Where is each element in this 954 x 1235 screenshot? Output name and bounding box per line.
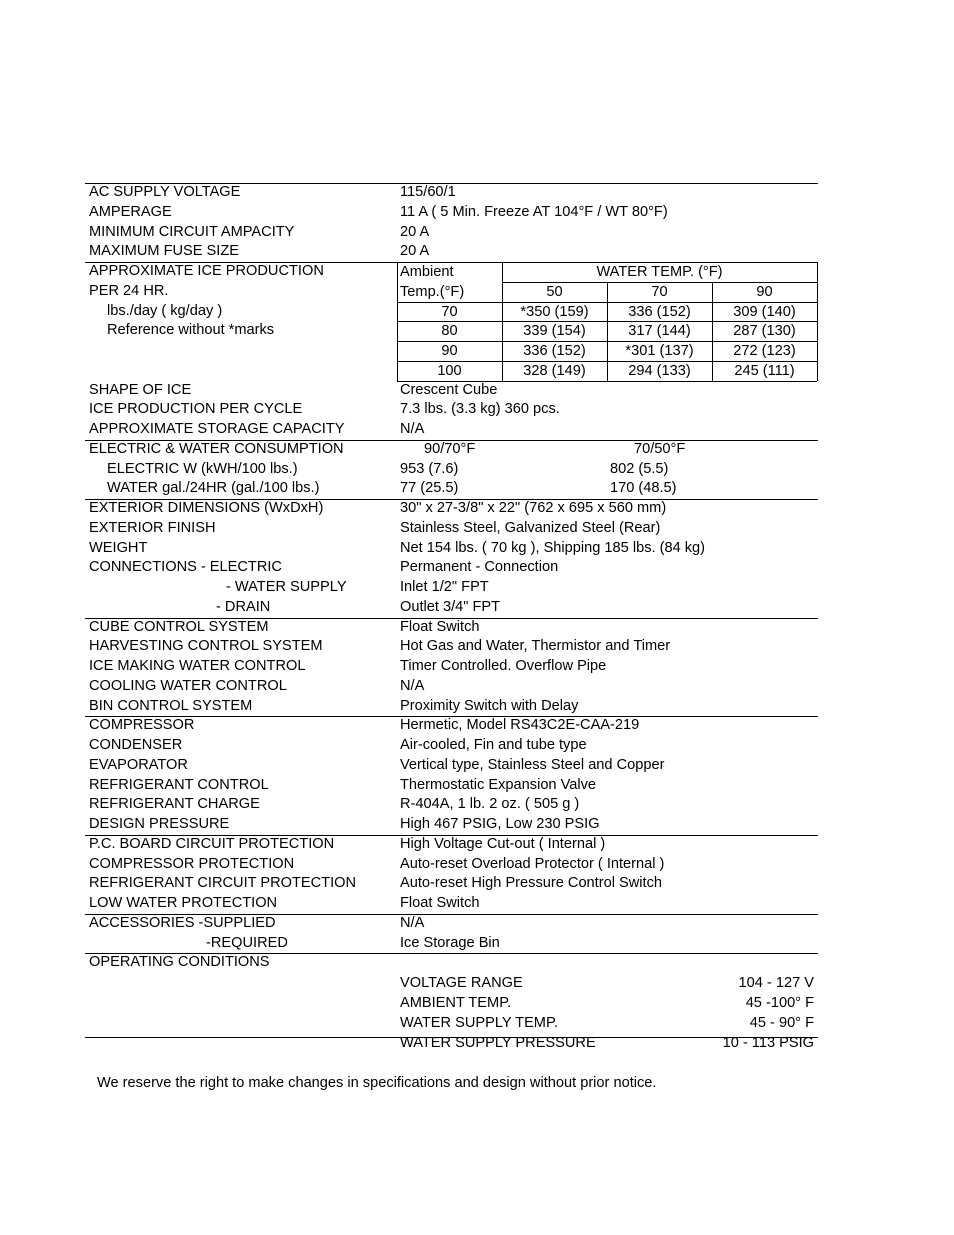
consumption-header: 90/70°F xyxy=(424,440,476,457)
spec-label: COMPRESSOR PROTECTION xyxy=(89,855,295,872)
operating-condition-name: VOLTAGE RANGE xyxy=(400,975,523,992)
water-temp-col: 90 xyxy=(756,283,773,300)
ice-production-cell: 245 (111) xyxy=(734,362,795,379)
spec-label: HARVESTING CONTROL SYSTEM xyxy=(89,638,323,655)
water-consumption: 170 (48.5) xyxy=(610,480,677,497)
spec-value: High 467 PSIG, Low 230 PSIG xyxy=(400,816,600,832)
ambient-temp: 100 xyxy=(437,362,462,379)
ice-production-cell: 339 (154) xyxy=(523,323,586,340)
spec-label: AMPERAGE xyxy=(89,203,172,220)
spec-label: ELECTRIC & WATER CONSUMPTION xyxy=(89,440,344,457)
spec-label: COOLING WATER CONTROL xyxy=(89,677,287,694)
spec-value: 11 A ( 5 Min. Freeze AT 104°F / WT 80°F) xyxy=(400,203,668,220)
spec-value: N/A xyxy=(400,677,425,694)
spec-value: R-404A, 1 lb. 2 oz. ( 505 g ) xyxy=(400,796,580,813)
spec-value: Auto-reset High Pressure Control Switch xyxy=(400,875,662,892)
spec-value: Outlet 3/4" FPT xyxy=(400,598,501,615)
footer-note: We reserve the right to make changes in specifications and design without prior notice. xyxy=(97,1075,657,1091)
spec-label: AC SUPPLY VOLTAGE xyxy=(89,184,241,200)
ambient-label: Ambient xyxy=(400,264,454,280)
spec-value: 7.3 lbs. (3.3 kg) 360 pcs. xyxy=(400,401,560,418)
ice-production-cell: 294 (133) xyxy=(628,362,691,379)
ice-table-hline xyxy=(397,321,817,322)
ambient-temp: 70 xyxy=(441,303,458,320)
spec-value: Permanent - Connection xyxy=(400,559,559,576)
ice-production-cell: *301 (137) xyxy=(625,343,694,359)
operating-condition-name: WATER SUPPLY TEMP. xyxy=(400,1014,558,1031)
section-rule xyxy=(85,953,818,954)
spec-label: MINIMUM CIRCUIT AMPACITY xyxy=(89,223,295,240)
spec-label: ACCESSORIES -SUPPLIED xyxy=(89,914,276,931)
spec-label: SHAPE OF ICE xyxy=(89,381,192,398)
operating-condition-value: 10 - 113 PSIG xyxy=(722,1034,814,1051)
consumption-header: 70/50°F xyxy=(634,440,686,457)
spec-label: COMPRESSOR xyxy=(89,717,195,734)
spec-value: Ice Storage Bin xyxy=(400,934,500,951)
ice-production-cell: 336 (152) xyxy=(628,303,691,320)
spec-label: REFRIGERANT CONTROL xyxy=(89,776,269,793)
spec-value: Hot Gas and Water, Thermistor and Timer xyxy=(400,638,671,655)
spec-value: Hermetic, Model RS43C2E-CAA-219 xyxy=(400,717,640,734)
spec-value: 30" x 27-3/8" x 22" (762 x 695 x 560 mm) xyxy=(400,500,667,516)
spec-label: WEIGHT xyxy=(89,539,148,556)
spec-value: Timer Controlled. Overflow Pipe xyxy=(400,658,607,674)
ice-production-cell: 309 (140) xyxy=(733,303,796,320)
spec-label: MAXIMUM FUSE SIZE xyxy=(89,243,239,260)
spec-label: EXTERIOR FINISH xyxy=(89,519,216,536)
water-temp-header: WATER TEMP. (°F) xyxy=(596,264,723,280)
spec-value: Inlet 1/2" FPT xyxy=(400,579,489,595)
spec-label: BIN CONTROL SYSTEM xyxy=(89,697,253,714)
section-rule xyxy=(85,499,818,500)
spec-label: - DRAIN xyxy=(216,598,271,615)
spec-value: Stainless Steel, Galvanized Steel (Rear) xyxy=(400,519,661,536)
spec-label: APPROXIMATE ICE PRODUCTION xyxy=(89,263,324,279)
spec-label: EVAPORATOR xyxy=(89,756,188,773)
ice-production-cell: 272 (123) xyxy=(733,343,796,359)
spec-value: Thermostatic Expansion Valve xyxy=(400,776,597,793)
spec-label: P.C. BOARD CIRCUIT PROTECTION xyxy=(89,835,335,852)
spec-value: 20 A xyxy=(400,223,430,240)
water-temp-col: 70 xyxy=(651,283,668,300)
spec-value: N/A xyxy=(400,914,425,931)
ice-table-hline xyxy=(397,381,817,382)
spec-label: ICE PRODUCTION PER CYCLE xyxy=(89,401,303,418)
ice-table-hline xyxy=(397,341,817,342)
spec-label: CUBE CONTROL SYSTEM xyxy=(89,618,269,635)
spec-label: CONNECTIONS - ELECTRIC xyxy=(89,559,282,576)
ice-table-hline xyxy=(397,361,817,362)
ice-production-cell: 328 (149) xyxy=(523,362,586,379)
water-temp-col: 50 xyxy=(546,283,563,300)
spec-label: -REQUIRED xyxy=(206,934,288,951)
ice-table-hline xyxy=(502,282,817,283)
spec-value: N/A xyxy=(400,421,425,437)
spec-label: CONDENSER xyxy=(89,737,183,753)
spec-label: WATER gal./24HR (gal./100 lbs.) xyxy=(107,480,320,497)
spec-label: lbs./day ( kg/day ) xyxy=(107,302,223,319)
ambient-temp: 90 xyxy=(441,343,458,359)
spec-value: 115/60/1 xyxy=(400,184,456,200)
ice-table-right xyxy=(817,262,818,381)
water-consumption: 77 (25.5) xyxy=(400,480,459,497)
spec-label: ELECTRIC W (kWH/100 lbs.) xyxy=(107,460,298,477)
spec-value: 20 A xyxy=(400,243,430,260)
spec-value: High Voltage Cut-out ( Internal ) xyxy=(400,835,606,852)
ice-production-cell: 287 (130) xyxy=(733,323,796,340)
spec-label: ICE MAKING WATER CONTROL xyxy=(89,658,306,674)
ice-production-cell: 336 (152) xyxy=(523,343,586,359)
spec-label: OPERATING CONDITIONS xyxy=(89,954,270,971)
ice-table-top xyxy=(397,262,817,263)
spec-label: DESIGN PRESSURE xyxy=(89,816,230,832)
spec-value: Net 154 lbs. ( 70 kg ), Shipping 185 lbs. (84 kg) xyxy=(400,539,706,556)
operating-condition-value: 45 -100° F xyxy=(745,995,814,1011)
spec-value: Float Switch xyxy=(400,618,480,635)
operating-condition-value: 45 - 90° F xyxy=(749,1014,814,1031)
electric-consumption: 802 (5.5) xyxy=(610,460,669,477)
spec-value: Auto-reset Overload Protector ( Internal ) xyxy=(400,855,665,872)
ice-table-hline xyxy=(397,302,817,303)
ice-production-cell: *350 (159) xyxy=(520,303,589,320)
spec-label: PER 24 HR. xyxy=(89,282,169,299)
ambient-temp: 80 xyxy=(441,323,458,340)
spec-value: Vertical type, Stainless Steel and Copper xyxy=(400,756,665,773)
ice-production-cell: 317 (144) xyxy=(628,323,691,340)
section-rule xyxy=(85,835,818,836)
spec-value: Air-cooled, Fin and tube type xyxy=(400,737,587,753)
ambient-label: Temp.(°F) xyxy=(400,283,465,300)
spec-value: Float Switch xyxy=(400,895,480,911)
section-rule xyxy=(85,914,818,915)
spec-label: Reference without *marks xyxy=(107,322,275,339)
section-rule xyxy=(85,716,818,717)
spec-label: REFRIGERANT CIRCUIT PROTECTION xyxy=(89,875,357,892)
operating-condition-name: AMBIENT TEMP. xyxy=(400,995,512,1011)
spec-label: EXTERIOR DIMENSIONS (WxDxH) xyxy=(89,500,324,516)
spec-value: Proximity Switch with Delay xyxy=(400,697,579,714)
spec-label: REFRIGERANT CHARGE xyxy=(89,796,260,813)
spec-label: LOW WATER PROTECTION xyxy=(89,895,278,911)
spec-label: - WATER SUPPLY xyxy=(226,579,347,595)
operating-condition-name: WATER SUPPLY PRESSURE xyxy=(400,1034,596,1051)
spec-label: APPROXIMATE STORAGE CAPACITY xyxy=(89,421,345,437)
spec-value: Crescent Cube xyxy=(400,381,498,398)
operating-condition-value: 104 - 127 V xyxy=(738,975,814,992)
electric-consumption: 953 (7.6) xyxy=(400,460,459,477)
section-rule xyxy=(85,618,818,619)
